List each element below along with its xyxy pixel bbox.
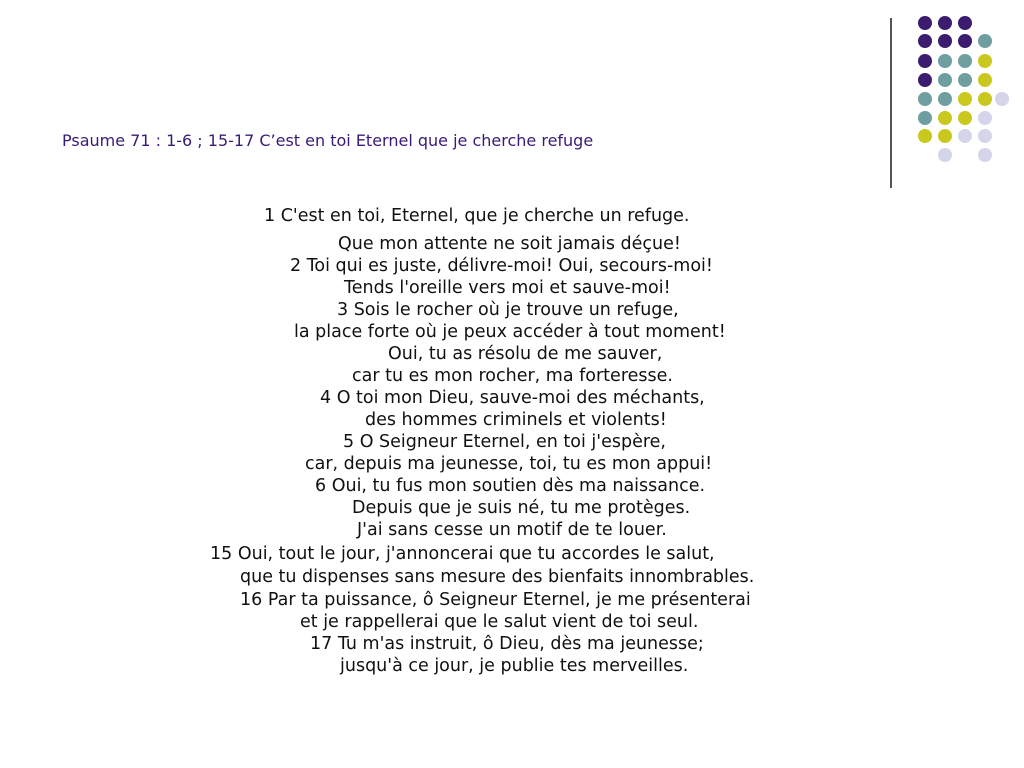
decorative-dot-grid bbox=[0, 0, 1024, 200]
verse-line: car tu es mon rocher, ma forteresse. bbox=[352, 366, 673, 386]
decorative-dot bbox=[978, 73, 992, 87]
decorative-dot bbox=[958, 111, 972, 125]
verse-line: 2 Toi qui es juste, délivre-moi! Oui, secours-moi! bbox=[290, 256, 713, 276]
decorative-dot bbox=[958, 73, 972, 87]
decorative-dot bbox=[978, 148, 992, 162]
decorative-dot bbox=[958, 54, 972, 68]
decorative-dot bbox=[995, 92, 1009, 106]
slide-title: Psaume 71 : 1-6 ; 15-17 C’est en toi Eternel que je cherche refuge bbox=[62, 131, 594, 150]
decorative-dot bbox=[978, 34, 992, 48]
decorative-dot bbox=[938, 16, 952, 30]
verse-line: Oui, tu as résolu de me sauver, bbox=[388, 344, 663, 364]
verse-line: des hommes criminels et violents! bbox=[365, 410, 667, 430]
decorative-dot bbox=[918, 34, 932, 48]
vertical-divider bbox=[890, 18, 892, 188]
decorative-dot bbox=[938, 92, 952, 106]
decorative-dot bbox=[958, 129, 972, 143]
verse-line: 17 Tu m'as instruit, ô Dieu, dès ma jeunesse; bbox=[310, 634, 704, 654]
verse-line: J'ai sans cesse un motif de te louer. bbox=[357, 520, 667, 540]
decorative-dot bbox=[938, 129, 952, 143]
verse-line: 4 O toi mon Dieu, sauve-moi des méchants, bbox=[320, 388, 705, 408]
decorative-dot bbox=[958, 16, 972, 30]
decorative-dot bbox=[918, 54, 932, 68]
decorative-dot bbox=[938, 34, 952, 48]
verse-line: 15 Oui, tout le jour, j'annoncerai que tu accordes le salut, bbox=[210, 544, 715, 564]
decorative-dot bbox=[918, 111, 932, 125]
verse-line: 3 Sois le rocher où je trouve un refuge, bbox=[337, 300, 679, 320]
decorative-dot bbox=[978, 111, 992, 125]
verse-line: jusqu'à ce jour, je publie tes merveilles. bbox=[340, 656, 689, 676]
verse-line: et je rappellerai que le salut vient de toi seul. bbox=[300, 612, 699, 632]
verse-line: Que mon attente ne soit jamais déçue! bbox=[338, 234, 681, 254]
decorative-dot bbox=[958, 92, 972, 106]
decorative-dot bbox=[978, 129, 992, 143]
verse-line: Tends l'oreille vers moi et sauve-moi! bbox=[344, 278, 671, 298]
verse-line: Depuis que je suis né, tu me protèges. bbox=[352, 498, 691, 518]
verse-line: 1 C'est en toi, Eternel, que je cherche un refuge. bbox=[264, 206, 690, 226]
decorative-dot bbox=[978, 92, 992, 106]
decorative-dot bbox=[938, 73, 952, 87]
decorative-dot bbox=[958, 34, 972, 48]
verse-line: 6 Oui, tu fus mon soutien dès ma naissance. bbox=[315, 476, 706, 496]
decorative-dot bbox=[938, 148, 952, 162]
decorative-dot bbox=[938, 54, 952, 68]
verse-line: la place forte où je peux accéder à tout moment! bbox=[294, 322, 726, 342]
decorative-dot bbox=[918, 16, 932, 30]
decorative-dot bbox=[938, 111, 952, 125]
decorative-dot bbox=[918, 92, 932, 106]
verse-line: car, depuis ma jeunesse, toi, tu es mon appui! bbox=[305, 454, 713, 474]
decorative-dot bbox=[978, 54, 992, 68]
decorative-dot bbox=[918, 73, 932, 87]
verse-line: 16 Par ta puissance, ô Seigneur Eternel, je me présenterai bbox=[240, 590, 751, 610]
verse-line: 5 O Seigneur Eternel, en toi j'espère, bbox=[343, 432, 666, 452]
decorative-dot bbox=[918, 129, 932, 143]
verse-line: que tu dispenses sans mesure des bienfaits innombrables. bbox=[240, 567, 755, 587]
